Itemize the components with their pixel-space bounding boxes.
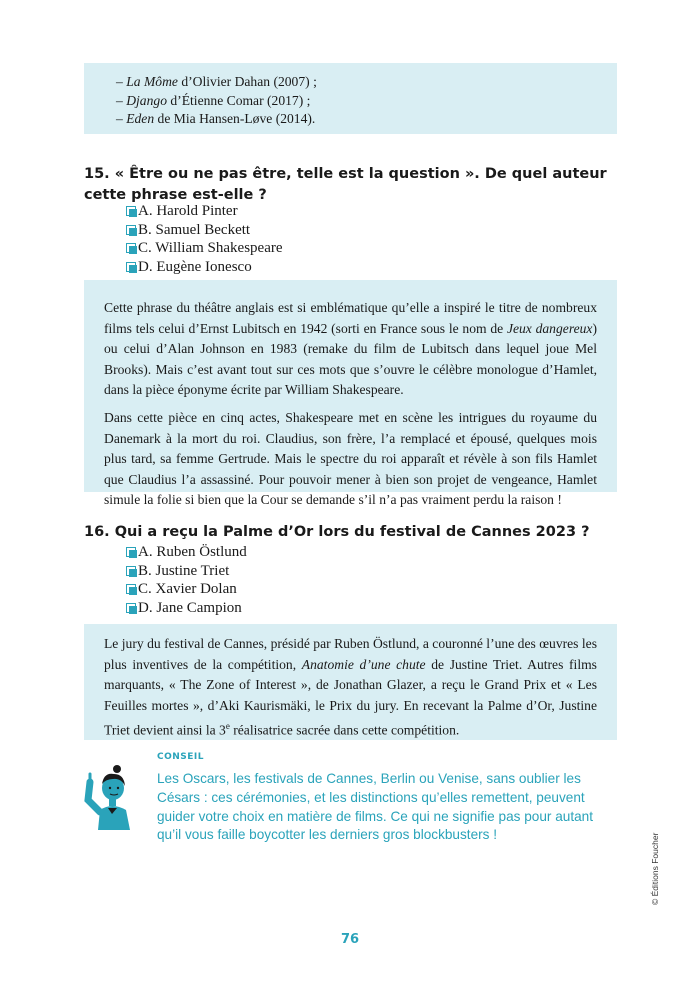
question-15-options [126, 202, 283, 276]
checkbox-icon[interactable] [126, 566, 136, 576]
answer-15-box [84, 280, 617, 508]
list-item: – Django d’Étienne Comar (2017) ; [116, 92, 311, 108]
checkbox-icon[interactable] [126, 225, 136, 235]
checkbox-icon[interactable] [126, 547, 136, 557]
checkbox-icon[interactable] [126, 584, 136, 594]
option-b[interactable]: B. Samuel Beckett [126, 221, 283, 240]
question-16: 16. Qui a reçu la Palme d’Or lors du festival de Cannes 2023 ? [84, 524, 590, 540]
checkbox-icon[interactable] [126, 243, 136, 253]
question-16-options [126, 543, 247, 617]
option-c[interactable]: C. Xavier Dolan [126, 580, 247, 599]
option-c[interactable]: C. William Shakespeare [126, 239, 283, 258]
option-b[interactable]: B. Justine Triet [126, 562, 247, 581]
option-a[interactable]: A. Ruben Östlund [126, 543, 247, 562]
film-list-box [84, 63, 617, 134]
copyright: © Éditions Foucher [650, 832, 660, 905]
list-item: – La Môme d’Olivier Dahan (2007) ; [116, 74, 317, 89]
question-15: 15. « Être ou ne pas être, telle est la question ». De quel auteur cette phrase est-elle ? [84, 166, 607, 203]
checkbox-icon[interactable] [126, 206, 136, 216]
woman-pointing-icon [80, 760, 144, 835]
answer-15-paragraph-2: Dans cette pièce en cinq actes, Shakespeare met en scène les intrigues du royaume du Danemark à la mort du roi. Claudius, son frère, l’a remplacé et épousé, quelques mois plus tard, sa femme Gertrude. Mais le spectre du roi apparaît et révèle à son fils Hamlet que Claudius l’a assassiné. Pour pouvoir mener à bien son projet de vengeance, Hamlet simule la folie si bien que la Cour se demande s’il n’a pas vraiment perdu la raison ! [104, 409, 597, 508]
answer-16-paragraph: Le jury du festival de Cannes, présidé par Ruben Östlund, a couronné l’une des œuvres les plus inventives de la compétition, Anatomie d’une chute de Justine Triet. Autres films marquants, « The Zone of Interest », de Jonathan Glazer, a reçu le Grand Prix et « Les Feuilles mortes », d’Aki Kaurismäki, le Prix du jury. En recevant la Palme d’Or, Justine Triet devient ainsi la 3e réalisatrice sacrée dans cette compétition. [104, 636, 597, 738]
answer-16-box [84, 624, 617, 740]
option-d[interactable]: D. Jane Campion [126, 599, 247, 618]
option-a[interactable]: A. Harold Pinter [126, 202, 283, 221]
answer-15-paragraph-1: Cette phrase du théâtre anglais est si emblématique qu’elle a inspiré le titre de nombreux films tels celui d’Ernst Lubitsch en 1942 (sorti en France sous le nom de Jeux dangereux) ou celui d’Alan Johnson en 1983 (remake du film de Lubitsch dans lequel joue Mel Brooks). Mais c’est avant tout sur ces mots que s’ouvre le célèbre monologue d’Hamlet, dans la pièce éponyme écrite par William Shakespeare. [104, 300, 597, 398]
conseil-label: CONSEIL [157, 752, 205, 762]
page-number: 76 [340, 932, 360, 947]
checkbox-icon[interactable] [126, 603, 136, 613]
list-item: – Eden de Mia Hansen-Løve (2014). [116, 111, 316, 127]
conseil-text: Les Oscars, les festivals de Cannes, Berlin ou Venise, sans oublier les Césars : ces cérémonies, et les distinctions qu’elles remettent, peuvent guider votre choix en matière de films. Ce qui ne signifie pas pour autant qu’il vous faille boycotter les derniers gros blockbusters ! [157, 771, 593, 843]
checkbox-icon[interactable] [126, 262, 136, 272]
option-d[interactable]: D. Eugène Ionesco [126, 258, 283, 277]
